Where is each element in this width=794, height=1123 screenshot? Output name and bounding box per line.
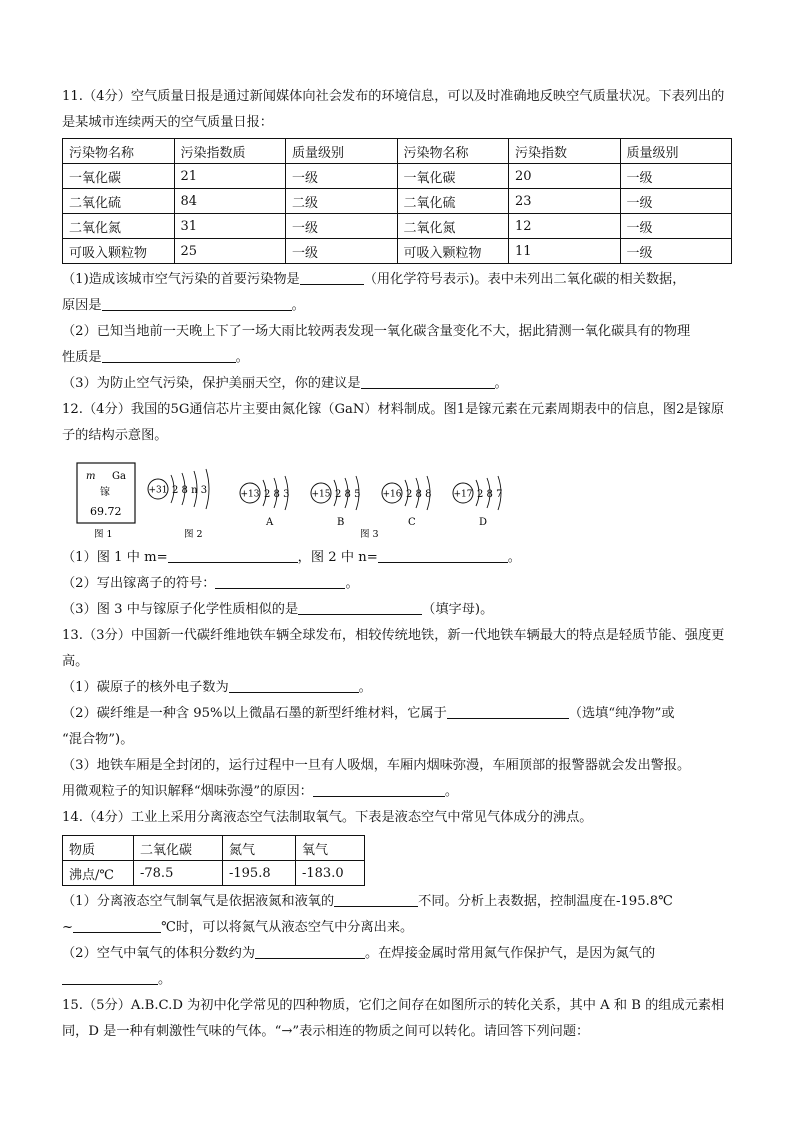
table-cell: 23 [509,189,621,214]
ga-nucleus: +31 [148,485,168,496]
table-cell: 可吸入颗粒物 [63,239,175,264]
table-cell: 11 [509,239,621,264]
table-cell: -78.5 [134,861,223,886]
table-cell: 可吸入颗粒物 [397,239,509,264]
table-cell: 污染指数质 [174,139,286,164]
answer-blank[interactable] [361,373,495,389]
atom-figures [62,455,734,541]
table-cell: 物质 [63,836,134,861]
q11-intro: 11.（4分）空气质量日报是通过新闻媒体向社会发布的环境信息，可以及时准确地反映空气质量状况。下表列出的是某城市连续两天的空气质量日报： [62,89,725,130]
table-cell: 二氧化碳 [134,836,223,861]
answer-blank[interactable] [378,547,508,563]
answer-blank[interactable] [215,573,345,589]
table-cell: 污染指数 [509,139,621,164]
table-cell: 二氧化硫 [397,189,509,214]
svg-text:2 8 3: 2 8 3 [264,489,290,500]
answer-blank[interactable] [255,943,365,959]
q11-part2-answer: 性质是 。 [62,345,734,371]
atom-c [382,476,431,528]
q14-part2: （2）空气中氧气的体积分数约为 。在焊接金属时常用氮气作保护气，是因为氮气的 [62,941,734,967]
table-cell: 12 [509,214,621,239]
table-cell: 一级 [620,239,732,264]
q14-intro: 14.（4分）工业上采用分离液态空气法制取氧气。下表是液态空气中常见气体成分的沸点。 [62,810,593,825]
q13-part2-cont: “混合物”)。 [62,732,134,747]
atom-b-letter: B [337,517,345,528]
answer-blank[interactable] [298,599,422,615]
table-cell: 二级 [286,189,398,214]
svg-text:+13: +13 [240,489,260,500]
table-cell: 一级 [286,239,398,264]
fig2-label: 图 2 [184,529,203,540]
fig1-label: 图 1 [94,529,113,540]
atom-b [311,476,360,528]
table-cell: 一氧化碳 [63,164,175,189]
table-cell: 一级 [620,189,732,214]
atom-structure-diagram [76,455,516,541]
q13-part3: （3）地铁车厢是全封闭的，运行过程中一旦有人吸烟，车厢内烟味弥漫，车厢顶部的报警器就会发出警报。 [62,758,691,773]
table-cell: 84 [174,189,286,214]
air-quality-table [62,138,732,264]
cell-m-label: m [86,471,96,482]
q11-part2: （2）已知当地前一天晚上下了一场大雨比较两表发现一氧化碳含量变化不大，据此猜测一氧化碳具有的物理 [62,324,691,339]
answer-blank[interactable] [62,969,158,985]
ga-shells: 2 8 n 3 [172,485,208,496]
table-row [63,836,365,861]
answer-blank[interactable] [168,547,298,563]
svg-text:2 8 7: 2 8 7 [477,489,503,500]
table-cell: 氮气 [223,836,296,861]
q13-part2: （2）碳纤维是一种含 95%以上微晶石墨的新型纤维材料，它属于 （选填“纯净物”或 [62,701,734,727]
q11-part1-reason: 原因是 。 [62,293,734,319]
table-row [63,861,365,886]
table-row [63,239,732,264]
answer-blank[interactable] [102,347,236,363]
boiling-point-table [62,835,365,886]
q12-part3: （3）图 3 中与镓原子化学性质相似的是 （填字母)。 [62,597,734,623]
q14-part2-cont: 。 [62,967,734,993]
table-row [63,164,732,189]
q11-part3: （3）为防止空气污染，保护美丽天空，你的建议是 。 [62,371,734,397]
atom-a-letter: A [266,517,274,528]
table-cell: 20 [509,164,621,189]
answer-blank[interactable] [334,891,418,907]
table-cell: 一氧化碳 [397,164,509,189]
cell-name: 镓 [100,487,110,498]
answer-blank[interactable] [102,295,292,311]
table-cell: 二氧化氮 [63,214,175,239]
table-cell: 一级 [286,164,398,189]
table-row [63,214,732,239]
q15-intro: 15.（5分）A.B.C.D 为初中化学常见的四种物质，它们之间存在如图所示的转化关系，其中 A 和 B 的组成元素相同，D 是一种有刺激性气味的气体。“→”表示相连的物质之间可以转化。请回答下列问题： [62,998,725,1039]
cell-symbol: Ga [112,471,126,482]
answer-blank[interactable] [447,703,569,719]
atom-a [240,476,289,528]
table-cell: 21 [174,164,286,189]
q13-intro: 13.（3分）中国新一代碳纤维地铁车辆全球发布，相较传统地铁，新一代地铁车辆最大的特点是轻质节能、强度更高。 [62,628,725,669]
q12-part1: （1）图 1 中 m= ，图 2 中 n= 。 [62,545,734,571]
atom-c-letter: C [408,517,416,528]
q12-intro: 12.（4分）我国的5G通信芯片主要由氮化镓（GaN）材料制成。图1是镓元素在元素周期表中的信息，图2是镓原子的结构示意图。 [62,402,725,443]
svg-text:+17: +17 [453,489,473,500]
fig3-label: 图 3 [360,529,379,540]
atom-d-letter: D [479,517,488,528]
table-cell: 一级 [620,164,732,189]
atom-d [453,476,502,528]
q13-part3-answer: 用微观粒子的知识解释“烟味弥漫”的原因： 。 [62,779,734,805]
cell-mass: 69.72 [90,505,122,518]
table-cell: 污染物名称 [63,139,175,164]
svg-text:2 8 5: 2 8 5 [335,489,361,500]
table-cell: 氧气 [296,836,365,861]
table-cell: 二氧化硫 [63,189,175,214]
table-cell: 质量级别 [620,139,732,164]
q13-part1: （1）碳原子的核外电子数为 。 [62,675,734,701]
table-row [63,189,732,214]
svg-text:+15: +15 [311,489,331,500]
table-row [63,139,732,164]
svg-text:+16: +16 [382,489,402,500]
q14-part1: （1）分离液态空气制氧气是依据液氮和液氧的 不同。分析上表数据，控制温度在-195.8℃ [62,889,734,915]
table-cell: -195.8 [223,861,296,886]
q12-part2: （2）写出镓离子的符号： 。 [62,571,734,597]
q14-part1-cont: ~ ℃时，可以将氮气从液态空气中分离出来。 [62,915,734,941]
table-cell: 31 [174,214,286,239]
table-cell: 一级 [620,214,732,239]
periodic-cell [77,463,135,523]
q11-part1: （1)造成该城市空气污染的首要污染物是 （用化学符号表示)。表中未列出二氧化碳的相关数据， [62,267,734,293]
answer-blank[interactable] [73,917,161,933]
table-cell: 质量级别 [286,139,398,164]
table-cell: 25 [174,239,286,264]
svg-text:2 8 8: 2 8 8 [406,489,432,500]
answer-blank[interactable] [300,269,364,285]
gallium-atom [148,469,209,509]
table-cell: 一级 [286,214,398,239]
table-cell: 沸点/℃ [63,861,134,886]
table-cell: 二氧化氮 [397,214,509,239]
exam-page [62,84,734,1045]
answer-blank[interactable] [229,677,359,693]
table-cell: 污染物名称 [397,139,509,164]
answer-blank[interactable] [313,781,445,797]
table-cell: -183.0 [296,861,365,886]
